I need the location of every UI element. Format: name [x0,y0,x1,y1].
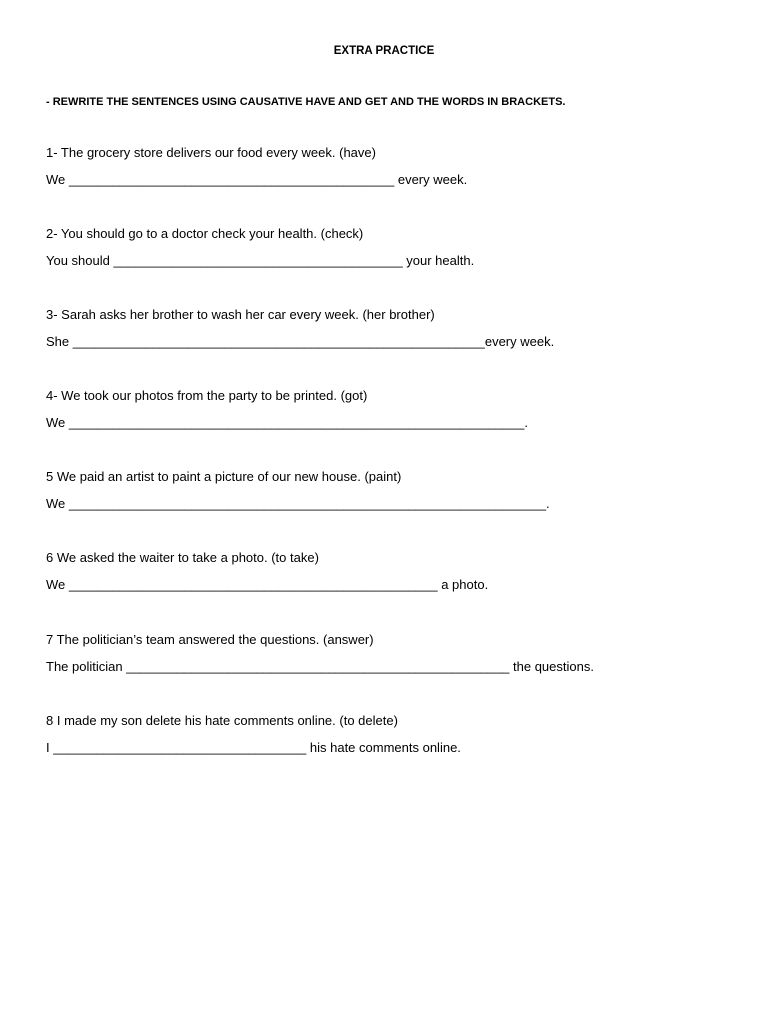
exercise-prompt: 4- We took our photos from the party to be printed. (got) [46,388,368,403]
page-title: EXTRA PRACTICE [333,45,435,57]
exercise-prompt: 8 I made my son delete his hate comments online. (to delete) [46,713,398,728]
answer-blank-line: We _____________________________________________ every week. [46,172,468,187]
exercise-prompt: 1- The grocery store delivers our food every week. (have) [46,145,376,160]
exercise-2 [46,226,726,269]
exercise-5 [46,469,726,512]
exercise-4 [46,388,726,431]
exercise-1 [46,145,726,188]
answer-blank-line: You should ________________________________________ your health. [46,253,475,268]
exercise-prompt: 2- You should go to a doctor check your health. (check) [46,226,364,241]
exercise-prompt: 7 The politician’s team answered the questions. (answer) [46,632,374,647]
exercise-6 [46,550,726,593]
exercise-8 [46,713,726,756]
answer-blank-line: We _______________________________________________________________. [46,415,528,430]
answer-blank-line: We __________________________________________________________________. [46,496,550,511]
exercise-prompt: 3- Sarah asks her brother to wash her car every week. (her brother) [46,307,435,322]
exercise-3 [46,307,726,350]
exercise-prompt: 6 We asked the waiter to take a photo. (to take) [46,550,319,565]
answer-blank-line: We ___________________________________________________ a photo. [46,577,489,592]
exercise-prompt: 5 We paid an artist to paint a picture of our new house. (paint) [46,469,402,484]
answer-blank-line: She _________________________________________________________every week. [46,334,555,349]
instructions: - REWRITE THE SENTENCES USING CAUSATIVE HAVE AND GET AND THE WORDS IN BRACKETS. [46,96,566,108]
answer-blank-line: I ___________________________________ his hate comments online. [46,740,461,755]
answer-blank-line: The politician _____________________________________________________ the questions. [46,659,594,674]
exercise-7 [46,632,726,675]
